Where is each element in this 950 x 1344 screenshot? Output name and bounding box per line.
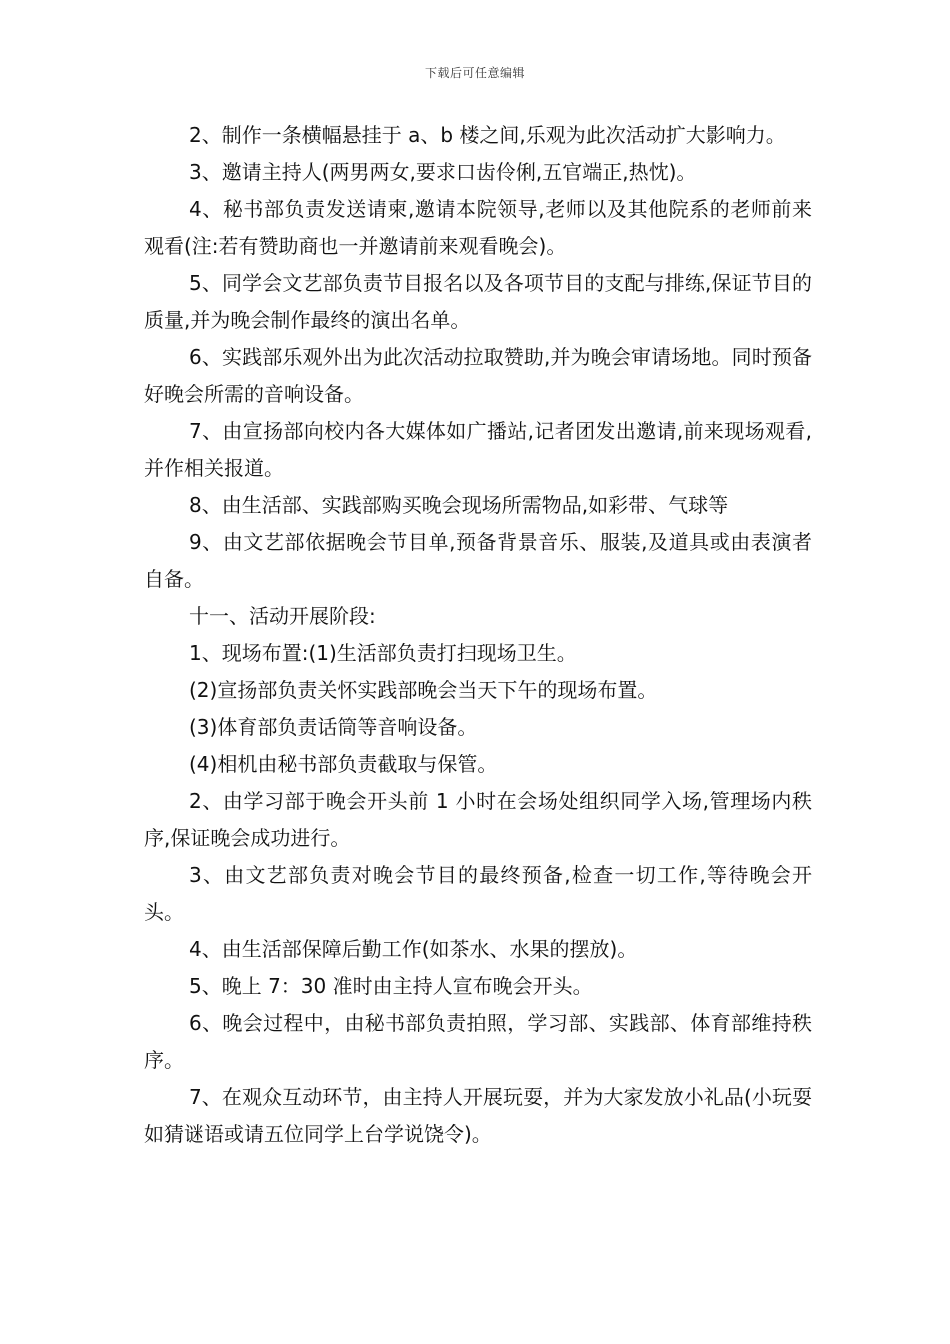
paragraph: 3、邀请主持人(两男两女,要求口齿伶俐,五官端正,热忱)。	[189, 160, 697, 184]
paragraph: 5、同学会文艺部负责节目报名以及各项节目的支配与排练,保证节目的质量,并为晚会制作最终的演出名单。	[144, 271, 812, 332]
paragraph: 4、秘书部负责发送请柬,邀请本院领导,老师以及其他院系的老师前来观看(注:若有赞助商也一并邀请前来观看晚会)。	[144, 197, 812, 258]
section-heading: 十一、活动开展阶段:	[189, 604, 376, 628]
page-header: 下载后可任意编辑	[424, 66, 525, 80]
paragraph: 8、由生活部、实践部购买晚会现场所需物品,如彩带、气球等	[189, 493, 729, 517]
paragraph: 2、制作一条横幅悬挂于 a、b 楼之间,乐观为此次活动扩大影响力。	[189, 123, 786, 147]
paragraph: 6、实践部乐观外出为此次活动拉取赞助,并为晚会审请场地。同时预备好晚会所需的音响设备。	[144, 345, 812, 406]
paragraph: (4)相机由秘书部负责截取与保管。	[189, 752, 498, 776]
paragraph: 6、晚会过程中，由秘书部负责拍照，学习部、实践部、体育部维持秩序。	[144, 1011, 812, 1072]
document-body	[144, 117, 812, 1153]
paragraph: (3)体育部负责话筒等音响设备。	[189, 715, 478, 739]
paragraph: 7、在观众互动环节，由主持人开展玩耍，并为大家发放小礼品(小玩耍如猜谜语或请五位同学上台学说饶令)。	[144, 1085, 812, 1146]
paragraph: 5、晚上 7：30 准时由主持人宣布晚会开头。	[189, 974, 593, 998]
paragraph: 1、现场布置:(1)生活部负责打扫现场卫生。	[189, 641, 577, 665]
paragraph: 3、由文艺部负责对晚会节目的最终预备,检查一切工作,等待晚会开头。	[144, 863, 812, 924]
paragraph: 7、由宣扬部向校内各大媒体如广播站,记者团发出邀请,前来现场观看,并作相关报道。	[144, 419, 812, 480]
paragraph: (2)宣扬部负责关怀实践部晚会当天下午的现场布置。	[189, 678, 658, 702]
paragraph: 9、由文艺部依据晚会节目单,预备背景音乐、服装,及道具或由表演者自备。	[144, 530, 812, 591]
paragraph: 4、由生活部保障后勤工作(如茶水、水果的摆放)。	[189, 937, 638, 961]
paragraph: 2、由学习部于晚会开头前 1 小时在会场处组织同学入场,管理场内秩序,保证晚会成功进行。	[144, 789, 812, 850]
